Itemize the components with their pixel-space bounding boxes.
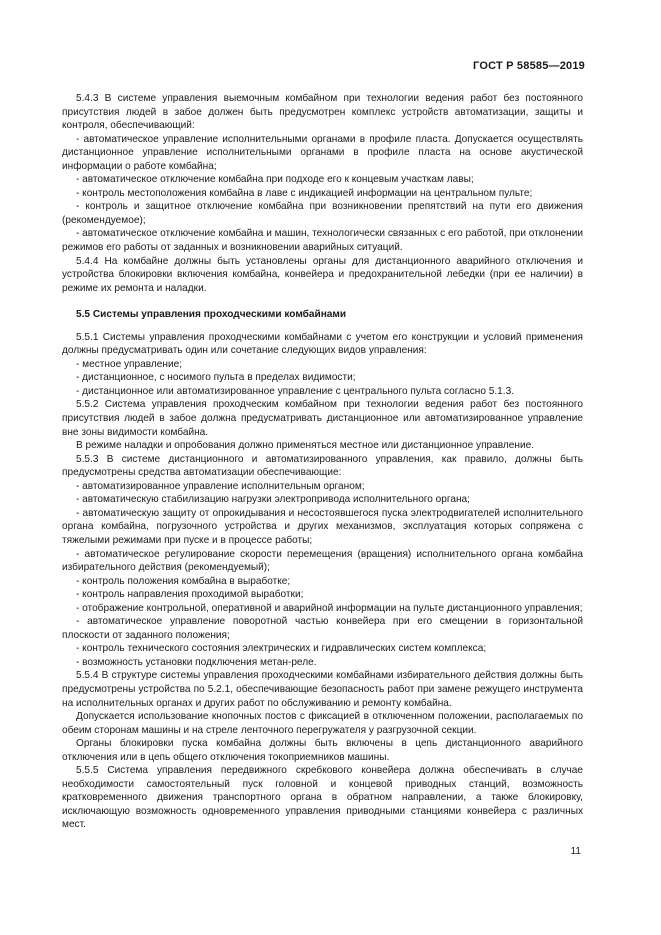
paragraph: 5.5.4 В структуре системы управления проходческими комбайнами избирательного действия должны быть предусмотрены устройства по 5.2.1, обеспечивающие безопасность работ при замене режущего инструмента на исполнительных органах и других работ по обслуживанию и ремонту комбайна. bbox=[62, 670, 583, 709]
document-body bbox=[62, 92, 583, 832]
paragraph: Допускается использование кнопочных постов с фиксацией в отключенном положении, располагаемых по обеим сторонам машины и на стреле ленточного перегружателя у разгрузочной секции. bbox=[62, 711, 583, 736]
list-item: - автоматизированное управление исполнительным органом; bbox=[76, 480, 365, 492]
list-item: - автоматическое управление исполнительными органами в профиле пласта. Допускается осуществлять дистанционное управление исполнительными органами в профиле пласта на основе акустической информации о работе комбайна; bbox=[62, 133, 583, 172]
list-item: - автоматическое отключение комбайна и машин, технологически связанных с его работой, при отклонении режимов его работы от заданных и возникновении аварийных ситуаций. bbox=[62, 228, 583, 254]
paragraph: Органы блокировки пуска комбайна должны быть включены в цепь дистанционного аварийного отключения или в цепь общего отключения токоприемников машины. bbox=[62, 738, 583, 763]
list-item: - местное управление; bbox=[76, 358, 182, 370]
paragraph: 5.5.3 В системе дистанционного и автоматизированного управления, как правило, должны быть предусмотрены средства автоматизации обеспечивающие: bbox=[62, 453, 583, 479]
list-item: - отображение контрольной, оперативной и аварийной информации на пульте дистанционного управления; bbox=[76, 602, 583, 614]
page-number: 11 bbox=[570, 846, 581, 857]
list-item: - контроль и защитное отключение комбайна при возникновении препятствий на пути его движения (рекомендуемое); bbox=[62, 201, 583, 226]
list-item: - контроль технического состояния электрических и гидравлических систем комплекса; bbox=[76, 643, 487, 655]
paragraph: 5.4.4 На комбайне должны быть установлены органы для дистанционного аварийного отключения и устройства блокировки включения комбайна, конвейера и предохранительной лебедки (при ее наличии) в режиме их ремонта и наладки. bbox=[62, 255, 583, 294]
list-item: - контроль положения комбайна в выработке; bbox=[76, 575, 291, 587]
list-item: - автоматическую защиту от опрокидывания и несостоявшегося пуска электродвигателей исполнительного органа комбайна, погрузочного устройства и других механизмов, эксплуатация которых сопряжена с тяжелыми режимами при пуске и в процессе работы; bbox=[62, 507, 583, 546]
list-item: - автоматическое регулирование скорости перемещения (вращения) исполнительного органа комбайна избирательного действия (рекомендуемый); bbox=[62, 548, 583, 574]
list-item: - дистанционное или автоматизированное управление с центрального пульта согласно 5.1.3. bbox=[76, 385, 515, 397]
list-item: - автоматическое управление поворотной частью конвейера при его смещении в горизонтальной плоскости от заданного положения; bbox=[62, 616, 583, 641]
section-heading: 5.5 Системы управления проходческими комбайнами bbox=[76, 309, 347, 321]
document-id: ГОСТ Р 58585—2019 bbox=[473, 60, 585, 72]
list-item: - контроль местоположения комбайна в лаве с индикацией информации на центральном пульте; bbox=[76, 187, 533, 199]
list-item: - дистанционное, с носимого пульта в пределах видимости; bbox=[76, 372, 356, 384]
list-item: - автоматическую стабилизацию нагрузки электропривода исполнительного органа; bbox=[76, 494, 470, 506]
paragraph: 5.4.3 В системе управления выемочным комбайном при технологии ведения работ без постоянного присутствия людей в забое должен быть предусмотрен комплекс устройств автоматизации, защиты и контроля, обеспечивающий: bbox=[62, 93, 583, 132]
list-item: - контроль направления проходимой выработки; bbox=[76, 589, 304, 601]
list-item: - возможность установки подключения метан-реле. bbox=[76, 656, 317, 668]
paragraph: 5.5.2 Система управления проходческим комбайном при технологии ведения работ без постоянного присутствия людей в забое должна предусматривать дистанционное или автоматизированное управление вне зоны видимости комбайна. bbox=[62, 399, 583, 438]
paragraph: 5.5.5 Система управления передвижного скребкового конвейера должна обеспечивать в случае необходимости самостоятельный пуск головной и концевой приводных станций, возможность кратковременного движения транспортного органа в обратном направлении, а также блокировку, исключающую возможность одновременного управления приводными станциями конвейера с различных мест. bbox=[62, 765, 583, 831]
paragraph: В режиме наладки и опробования должно применяться местное или дистанционное управление. bbox=[76, 440, 535, 452]
list-item: - автоматическое отключение комбайна при подходе его к концевым участкам лавы; bbox=[76, 174, 474, 186]
paragraph: 5.5.1 Системы управления проходческими комбайнами с учетом его конструкции и условий применения должны предусматривать один или сочетание следующих видов управления: bbox=[62, 331, 583, 357]
